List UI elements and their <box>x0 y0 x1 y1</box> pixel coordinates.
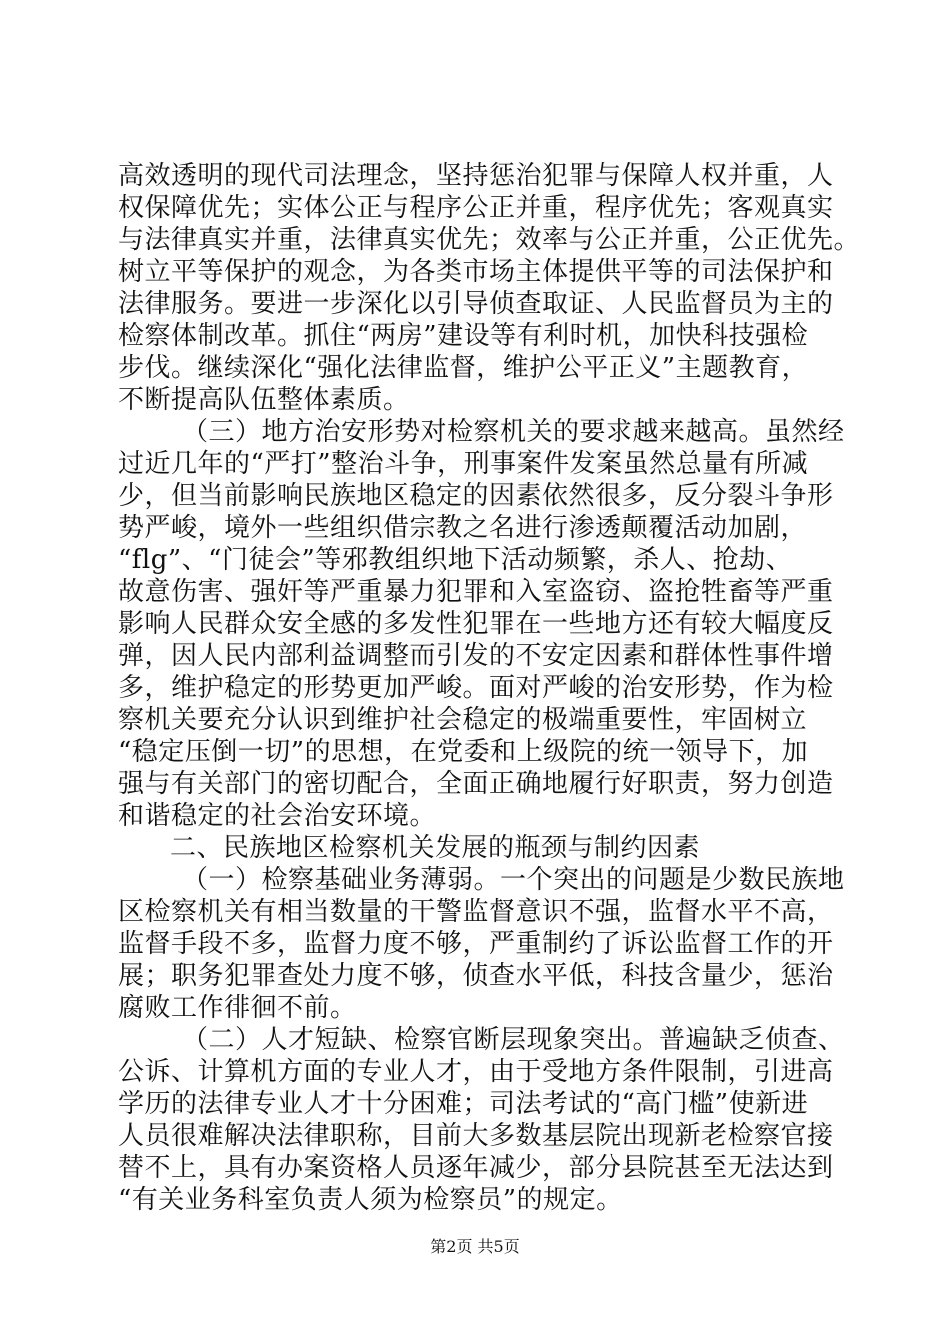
text-line: 影响人民群众安全感的多发性犯罪在一些地方还有较大幅度反 <box>118 609 834 639</box>
document-body <box>118 160 861 1216</box>
paragraph-start-line: （三）地方治安形势对检察机关的要求越来越高。虽然经 <box>182 417 845 447</box>
text-line: “稳定压倒一切”的思想，在党委和上级院的统一领导下，加 <box>118 737 809 767</box>
text-line: 区检察机关有相当数量的干警监督意识不强，监督水平不高， <box>118 897 834 927</box>
text-line: 展；职务犯罪查处力度不够，侦查水平低，科技含量少，惩治 <box>118 961 834 991</box>
text-line: 不断提高队伍整体素质。 <box>118 385 410 415</box>
text-line: 法律服务。要进一步深化以引导侦查取证、人民监督员为主的 <box>118 289 834 319</box>
text-line: 树立平等保护的观念，为各类市场主体提供平等的司法保护和 <box>118 257 834 287</box>
text-line: 与法律真实并重，法律真实优先；效率与公正并重，公正优先。 <box>118 225 861 255</box>
text-line: “flg”、“门徒会”等邪教组织地下活动频繁，杀人、抢劫、 <box>118 545 793 575</box>
text-line: 公诉、计算机方面的专业人才，由于受地方条件限制，引进高 <box>118 1057 834 1087</box>
text-line: 监督手段不多，监督力度不够，严重制约了诉讼监督工作的开 <box>118 929 834 959</box>
text-line: 和谐稳定的社会治安环境。 <box>118 801 437 831</box>
text-line: 过近几年的“严打”整治斗争，刑事案件发案虽然总量有所减 <box>118 449 809 479</box>
text-line: 学历的法律专业人才十分困难；司法考试的“高门槛”使新进 <box>118 1089 809 1119</box>
paragraph-start-line: （一）检察基础业务薄弱。一个突出的问题是少数民族地 <box>182 865 845 895</box>
text-line: 腐败工作徘徊不前。 <box>118 993 357 1023</box>
text-line: 检察体制改革。抓住“两房”建设等有利时机，加快科技强检 <box>118 321 809 351</box>
text-line: 弹，因人民内部利益调整而引发的不安定因素和群体性事件增 <box>118 641 834 671</box>
text-line: 察机关要充分认识到维护社会稳定的极端重要性，牢固树立 <box>118 705 808 735</box>
text-line: 权保障优先；实体公正与程序公正并重，程序优先；客观真实 <box>118 193 834 223</box>
text-line: 人员很难解决法律职称，目前大多数基层院出现新老检察官接 <box>118 1121 834 1151</box>
text-line: 高效透明的现代司法理念，坚持惩治犯罪与保障人权并重，人 <box>118 161 834 191</box>
text-line: 故意伤害、强奸等严重暴力犯罪和入室盗窃、盗抢牲畜等严重 <box>118 577 834 607</box>
text-line: 多，维护稳定的形势更加严峻。面对严峻的治安形势，作为检 <box>118 673 834 703</box>
text-line: 势严峻，境外一些组织借宗教之名进行渗透颠覆活动加剧， <box>118 513 808 543</box>
text-line: 替不上，具有办案资格人员逐年减少，部分县院甚至无法达到 <box>118 1153 834 1183</box>
section-heading: 二、民族地区检察机关发展的瓶颈与制约因素 <box>170 833 701 863</box>
text-line: 强与有关部门的密切配合，全面正确地履行好职责，努力创造 <box>118 769 834 799</box>
page-number-footer: 第2页 共5页 <box>430 1237 520 1256</box>
text-line: 步伐。继续深化“强化法律监督，维护公平正义”主题教育， <box>118 353 809 383</box>
paragraph-start-line: （二）人才短缺、检察官断层现象突出。普遍缺乏侦查、 <box>182 1025 845 1055</box>
text-line: 少，但当前影响民族地区稳定的因素依然很多，反分裂斗争形 <box>118 481 834 511</box>
text-line: “有关业务科室负责人须为检察员”的规定。 <box>118 1185 623 1215</box>
